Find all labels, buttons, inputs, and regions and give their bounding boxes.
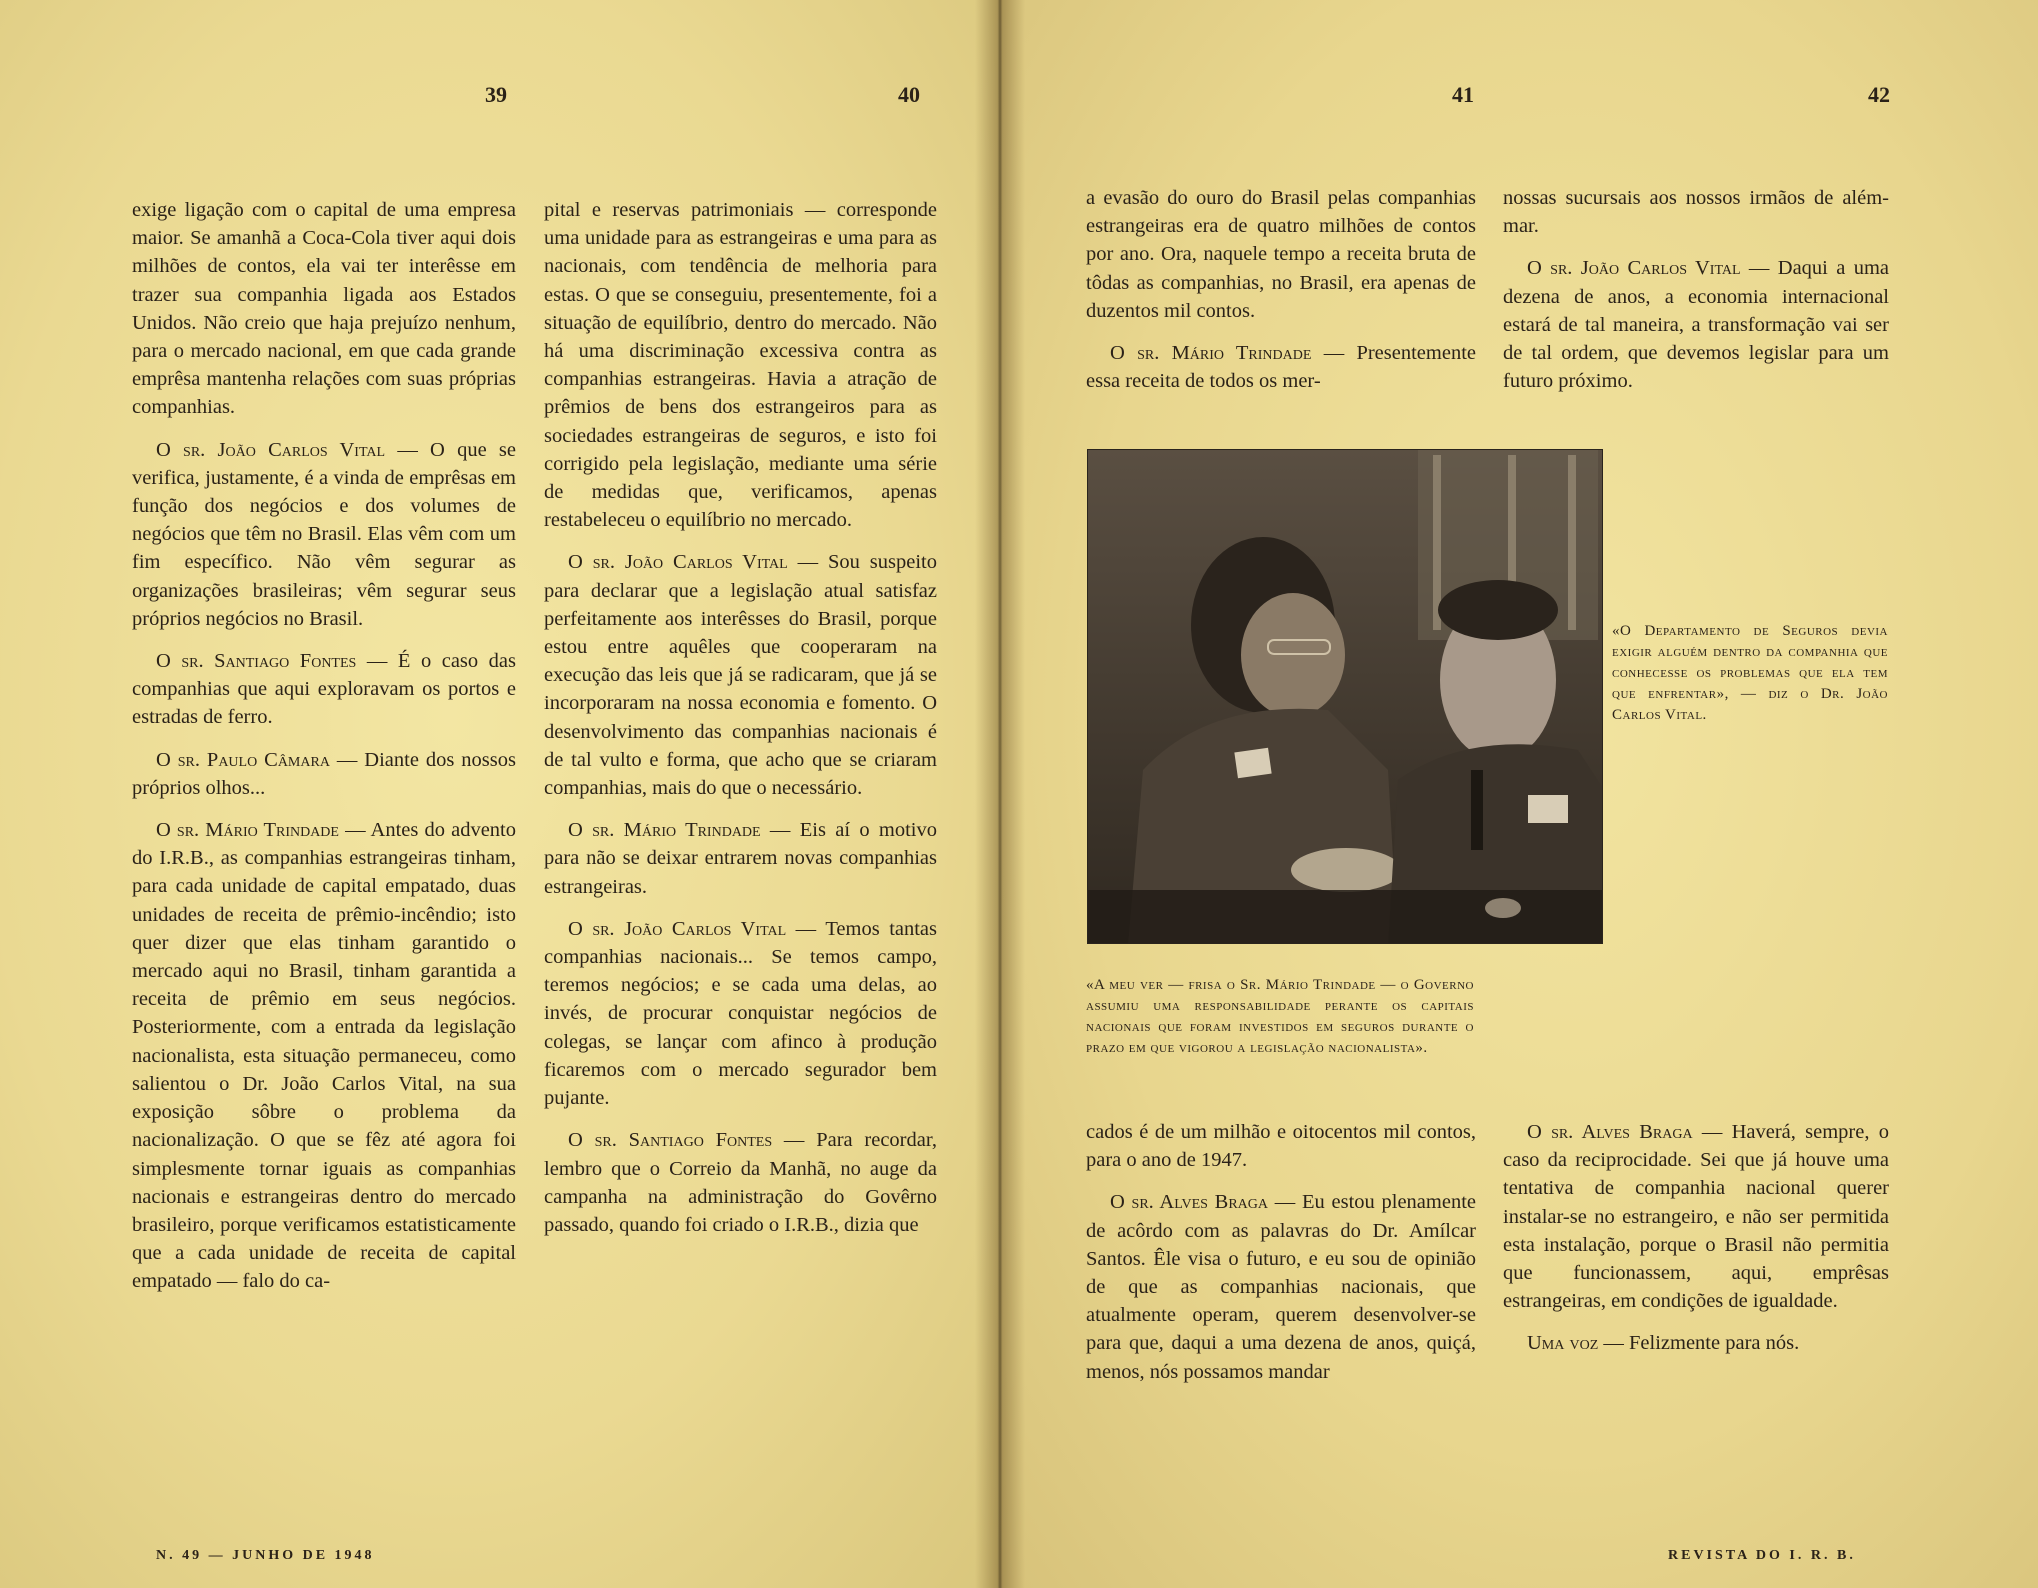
paragraph-text: exige ligação com o capital de uma empresa maior. Se amanhã a Coca-Cola tiver aqui dois milhões de contos, ela vai ter interêsse em trazer sua companhia ligada aos Estados Unidos. Não creio que haja prejuízo nenhum, para o mercado nacional, em que cada grande emprêsa mantenha relações com suas próprias companhias. [132,199,516,419]
speaker-name: O sr. Alves Braga [1527,1121,1693,1143]
paragraph [132,196,516,422]
paragraph [1086,184,1476,325]
paragraph-text: — Antes do advento do I.R.B., as companhias estrangeiras tinham, para cada unidade de capital empatado, duas unidades de receita de prêmio-incêndio; isto quer dizer que elas tinham garantido o mercado aqui no Brasil, tinham garantida a receita de prêmio em seus negócios. Posteriormente, com a entrada da legislação nacionalista, esta situação permaneceu, como salientou o Dr. João Carlos Vital, na sua exposição sôbre o problema da nacionalização. O que se fêz até agora foi simplesmente tornar iguais as companhias nacionais e estrangeiras dentro do mercado brasileiro, porque verificamos estatisticamente que a cada unidade de receita de capital empatado — falo do ca- [132,819,516,1293]
column-page-42-bottom [1503,1118,1889,1372]
speaker-name: O sr. Paulo Câmara [156,748,330,771]
paragraph-text: — Presentemente essa receita de todos os mer- [1086,342,1476,393]
speaker-name: Uma voz [1527,1332,1599,1355]
page-gutter [975,0,1025,1588]
paragraph [132,436,516,633]
paragraph-text: — Haverá, sempre, o caso da reciprocidade. Sei que já houve uma tentativa de companhia nacional querer instalar-se no estrangeiro, e não ser permitida esta instalação, porque o Brasil não permitia que funcionassem, aqui, emprêsas estrangeiras, em condições de igualdade. [1503,1121,1889,1313]
speaker-name: O sr. Alves Braga [1110,1191,1269,1214]
column-page-40 [544,196,937,1253]
speaker-name: O sr. João Carlos Vital [1527,257,1741,280]
paragraph-text: — Temos tantas companhias nacionais... Se temos campo, teremos negócios; e se cada uma delas, ao invés, de procurar conquistar negócios de colegas, se lançar com afinco à produção ficaremos com o mercado segurador bem pujante. [544,917,938,1110]
photo-caption-bottom: «A meu ver — frisa o Sr. Mário Trindade — o Governo assumiu uma responsabilidade perante os capitais nacionais que foram investidos em seguros durante o prazo em que vigorou a legislação nacionalista». [1086,977,1474,1056]
photo-meeting-image [1088,450,1603,944]
paragraph-text: — O que se verifica, justamente, é a vinda de emprêsas em função dos negócios e dos volumes de negócios que têm no Brasil. Elas vêm com um fim específico. Não vêm segurar as organizações brasileiras; vêm segurar seus próprios negócios no Brasil. [132,438,517,630]
paragraph [1503,1118,1889,1315]
speaker-name: O sr. João Carlos Vital [568,551,788,574]
speaker-name: O sr. Santiago Fontes [568,1129,773,1152]
paragraph [1503,184,1889,240]
page-number-39: 39 [485,82,507,107]
paragraph [544,915,937,1112]
paragraph-text: — Diante dos nossos próprios olhos... [132,748,516,799]
paragraph-text: — Daqui a uma dezena de anos, a economia internacional estará de tal maneira, a transformação vai ser de tal ordem, que devemos legislar para um futuro próximo. [1503,257,1889,393]
speaker-name: O sr. Mário Trindade [568,819,761,842]
paragraph [132,816,516,1295]
column-page-42-top [1503,184,1889,409]
column-page-41-bottom [1086,1118,1476,1400]
paragraph-text: a evasão do ouro do Brasil pelas companhias estrangeiras era de quatro milhões de contos por ano. Ora, naquele tempo a receita bruta de tôdas as companhias, no Brasil, era apenas de duzentos mil contos. [1086,187,1476,322]
footer-issue: N. 49 — JUNHO DE 1948 [156,1548,375,1563]
paragraph-text: — É o caso das companhias que aqui exploravam os portos e estradas de ferro. [132,650,516,729]
paragraph [544,1126,937,1239]
speaker-name: O sr. João Carlos Vital [568,917,787,940]
paragraph [132,647,516,732]
paragraph-text: pital e reservas patrimoniais — corresponde uma unidade para as estrangeiras e uma para as nacionais, com tendência de melhoria para estas. O que se conseguiu, presentemente, foi a situação de equilíbrio, dentro do mercado. Não há uma discriminação excessiva contra as companhias estrangeiras. Havia a atração de prêmios de bens dos estrangeiros para as sociedades estrangeiras de seguros, e isto foi corrigido pela legislação, mediante uma série de medidas que, verificamos, apenas restabeleceu o equilíbrio no mercado. [544,199,937,532]
speaker-name: O sr. João Carlos Vital [156,438,386,461]
column-page-41-top [1086,184,1476,409]
page-number-41: 41 [1452,82,1474,107]
paragraph-text: — Sou suspeito para declarar que a legislação atual satisfaz perfeitamente aos interêsses do Brasil, porque estou entre aquêles que cooperaram na execução das leis que já se radicaram, que já se incorporaram na nossa economia e fomento. O desenvolvimento das companhias nacionais é de tal vulto e forma, que acho que se criaram companhias, mais do que o necessário. [544,551,937,800]
paragraph-text: cados é de um milhão e oitocentos mil contos, para o ano de 1947. [1086,1121,1476,1172]
paragraph-text: — Eis aí o motivo para não se deixar entrarem novas companhias estrangeiras. [544,819,937,898]
speaker-name: O sr. Santiago Fontes [156,650,357,673]
paragraph [1086,1188,1476,1385]
paragraph [544,816,937,901]
paragraph-text: — Para recordar, lembro que o Correio da Manhã, no auge da campanha na administração do Govêrno passado, quando foi criado o I.R.B., dizia que [544,1129,937,1236]
page-number-40: 40 [898,82,920,107]
photo-meeting [1087,449,1603,944]
footer-magazine: REVISTA DO I. R. B. [1668,1548,1856,1563]
paragraph [132,746,516,802]
paragraph [1503,1329,1889,1357]
paragraph [544,196,937,534]
column-page-39 [132,196,516,1310]
paragraph [1086,339,1476,395]
paragraph [1503,254,1889,395]
speaker-name: O sr. Mário Trindade [1110,342,1312,365]
speaker-name: O sr. Mário Trindade [156,819,339,842]
left-page [0,0,1000,1588]
paragraph-text: nossas sucursais aos nossos irmãos de além-mar. [1503,187,1889,238]
photo-caption-right: «O Departamento de Seguros devia exigir alguém dentro da companhia que conhecesse os problemas que ela tem que enfrentar», — diz o Dr. João Carlos Vital. [1612,623,1888,723]
paragraph-text: — Eu estou plenamente de acôrdo com as palavras do Dr. Amílcar Santos. Êle visa o futuro, e eu sou de opinião de que as companhias nacionais, que atualmente operam, querem desenvolver-se para que, daqui a uma dezena de anos, quiçá, menos, nós possamos mandar [1086,1191,1476,1383]
paragraph [1086,1118,1476,1174]
page-number-42: 42 [1868,82,1890,107]
paragraph-text: — Felizmente para nós. [1598,1332,1800,1355]
paragraph [544,548,937,802]
